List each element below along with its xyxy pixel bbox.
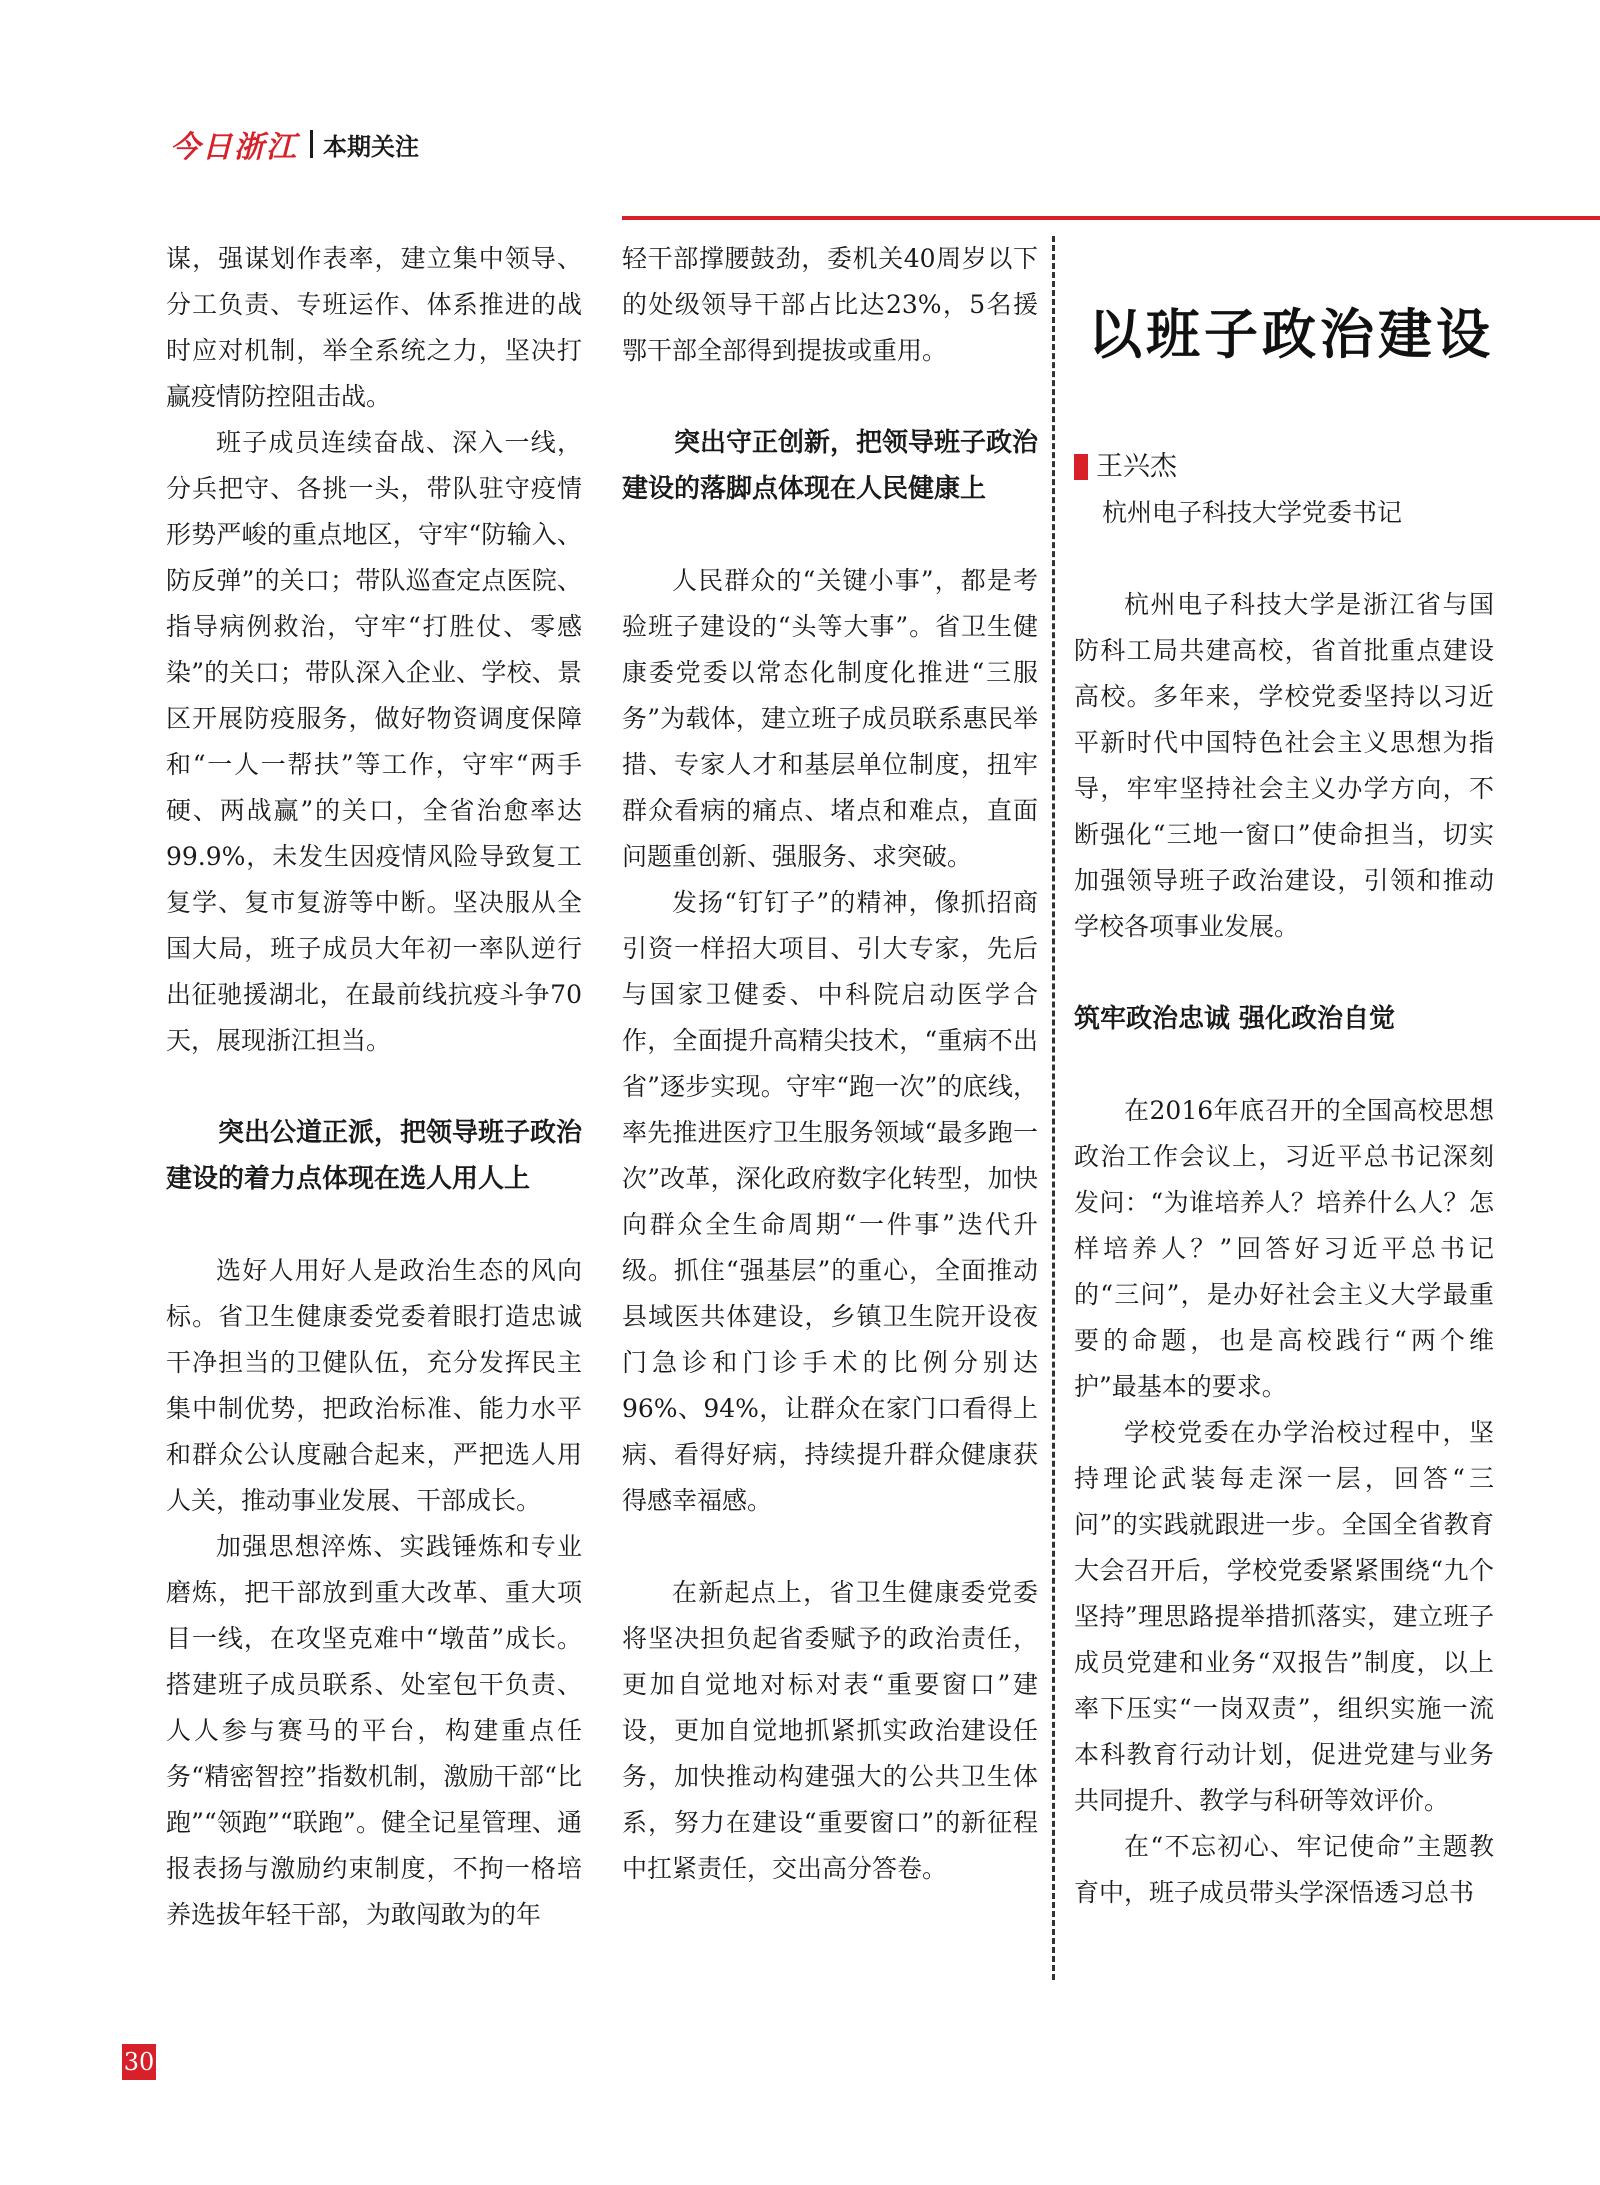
col1-paragraph-2: 班子成员连续奋战、深入一线，分兵把守、各挑一头，带队驻守疫情形势严峻的重点地区，守牢“防输入、防反弹”的关口；带队巡查定点医院、指导病例救治，守牢“打胜仗、零感染”的关口；带队深入企业、学校、景区开展防疫服务，做好物资调度保障和“一人一帮扶”等工作，守牢“两手硬、两战赢”的关口，全省治愈率达99.9%，未发生因疫情风险导致复工复学、复市复游等中断。坚决服从全国大局，班子成员大年初一率队逆行出征驰援湖北，在最前线抗疫斗争70天，展现浙江担当。 xyxy=(166,428,582,1055)
col3-paragraph-1: 杭州电子科技大学是浙江省与国防科工局共建高校，省首批重点建设高校。多年来，学校党委坚持以习近平新时代中国特色社会主义思想为指导，牢牢坚持社会主义办学方向，不断强化“三地一窗口”使命担当，切实加强领导班子政治建设，引领和推动学校各项事业发展。 xyxy=(1074,590,1494,941)
magazine-logo: 今日浙江 xyxy=(170,130,298,165)
column-2 xyxy=(622,236,1038,1892)
author-name: 王兴杰 xyxy=(1096,451,1177,482)
column-divider-dashed xyxy=(1052,236,1055,1980)
section-label: 本期关注 xyxy=(323,132,419,161)
col2-paragraph-1: 轻干部撑腰鼓劲，委机关40周岁以下的处级领导干部占比达23%，5名援鄂干部全部得到提拔或重用。 xyxy=(622,244,1038,365)
column-3 xyxy=(1074,236,1494,1916)
col3-paragraph-4: 在“不忘初心、牢记使命”主题教育中，班子成员带头学深悟透习总书 xyxy=(1074,1832,1494,1907)
page-header xyxy=(170,124,419,164)
col3-paragraph-2: 在2016年底召开的全国高校思想政治工作会议上，习近平总书记深刻发问：“为谁培养人？培养什么人？怎样培养人？”回答好习近平总书记的“三问”，是办好社会主义大学最重要的命题，也是高校践行“两个维护”最基本的要求。 xyxy=(1074,1096,1494,1401)
col1-paragraph-3: 选好人用好人是政治生态的风向标。省卫生健康委党委着眼打造忠诚干净担当的卫健队伍，充分发挥民主集中制优势，把政治标准、能力水平和群众公认度融合起来，严把选人用人关，推动事业发展、干部成长。 xyxy=(166,1256,582,1515)
author-marker xyxy=(1074,454,1088,480)
col3-paragraph-3: 学校党委在办学治校过程中，坚持理论武装每走深一层，回答“三问”的实践就跟进一步。全国全省教育大会召开后，学校党委紧紧围绕“九个坚持”理思路提举措抓落实，建立班子成员党建和业务“双报告”制度，以上率下压实“一岗双责”，组织实施一流本科教育行动计划，促进党建与业务共同提升、教学与科研等效评价。 xyxy=(1074,1418,1494,1815)
top-red-rule xyxy=(622,216,1600,220)
author-line xyxy=(1074,444,1494,490)
article-title: 以班子政治建设 xyxy=(1088,302,1494,366)
author-role: 杭州电子科技大学党委书记 xyxy=(1102,498,1403,527)
column-1 xyxy=(166,236,582,1938)
col1-paragraph-4: 加强思想淬炼、实践锤炼和专业磨炼，把干部放到重大改革、重大项目一线，在攻坚克难中“墩苗”成长。搭建班子成员联系、处室包干负责、人人参与赛马的平台，构建重点任务“精密智控”指数机制，激励干部“比跑”“领跑”“联跑”。健全记星管理、通报表扬与激励约束制度，不拘一格培养选拔年轻干部，为敢闯敢为的年 xyxy=(166,1532,582,1929)
page-number: 30 xyxy=(122,2044,156,2080)
col2-subheading: 突出守正创新，把领导班子政治建设的落脚点体现在人民健康上 xyxy=(622,428,1039,504)
col1-paragraph-1: 谋，强谋划作表率，建立集中领导、分工负责、专班运作、体系推进的战时应对机制，举全系统之力，坚决打赢疫情防控阻击战。 xyxy=(166,244,582,411)
col2-paragraph-4: 在新起点上，省卫生健康委党委将坚决担负起省委赋予的政治责任，更加自觉地对标对表“重要窗口”建设，更加自觉地抓紧抓实政治建设任务，加快推动构建强大的公共卫生体系，努力在建设“重要窗口”的新征程中扛紧责任，交出高分答卷。 xyxy=(622,1578,1038,1883)
col3-subheading: 筑牢政治忠诚 强化政治自觉 xyxy=(1074,1004,1396,1034)
col1-subheading: 突出公道正派，把领导班子政治建设的着力点体现在选人用人上 xyxy=(166,1118,583,1194)
col2-paragraph-2: 人民群众的“关键小事”，都是考验班子建设的“头等大事”。省卫生健康委党委以常态化制度化推进“三服务”为载体，建立班子成员联系惠民举措、专家人才和基层单位制度，扭牢群众看病的痛点、堵点和难点，直面问题重创新、强服务、求突破。 xyxy=(622,566,1038,871)
header-divider xyxy=(310,130,313,158)
col2-paragraph-3: 发扬“钉钉子”的精神，像抓招商引资一样招大项目、引大专家，先后与国家卫健委、中科院启动医学合作，全面提升高精尖技术，“重病不出省”逐步实现。守牢“跑一次”的底线，率先推进医疗卫生服务领域“最多跑一次”改革，深化政府数字化转型，加快向群众全生命周期“一件事”迭代升级。抓住“强基层”的重心，全面推动县域医共体建设，乡镇卫生院开设夜门急诊和门诊手术的比例分别达96%、94%，让群众在家门口看得上病、看得好病，持续提升群众健康获得感幸福感。 xyxy=(622,888,1038,1515)
